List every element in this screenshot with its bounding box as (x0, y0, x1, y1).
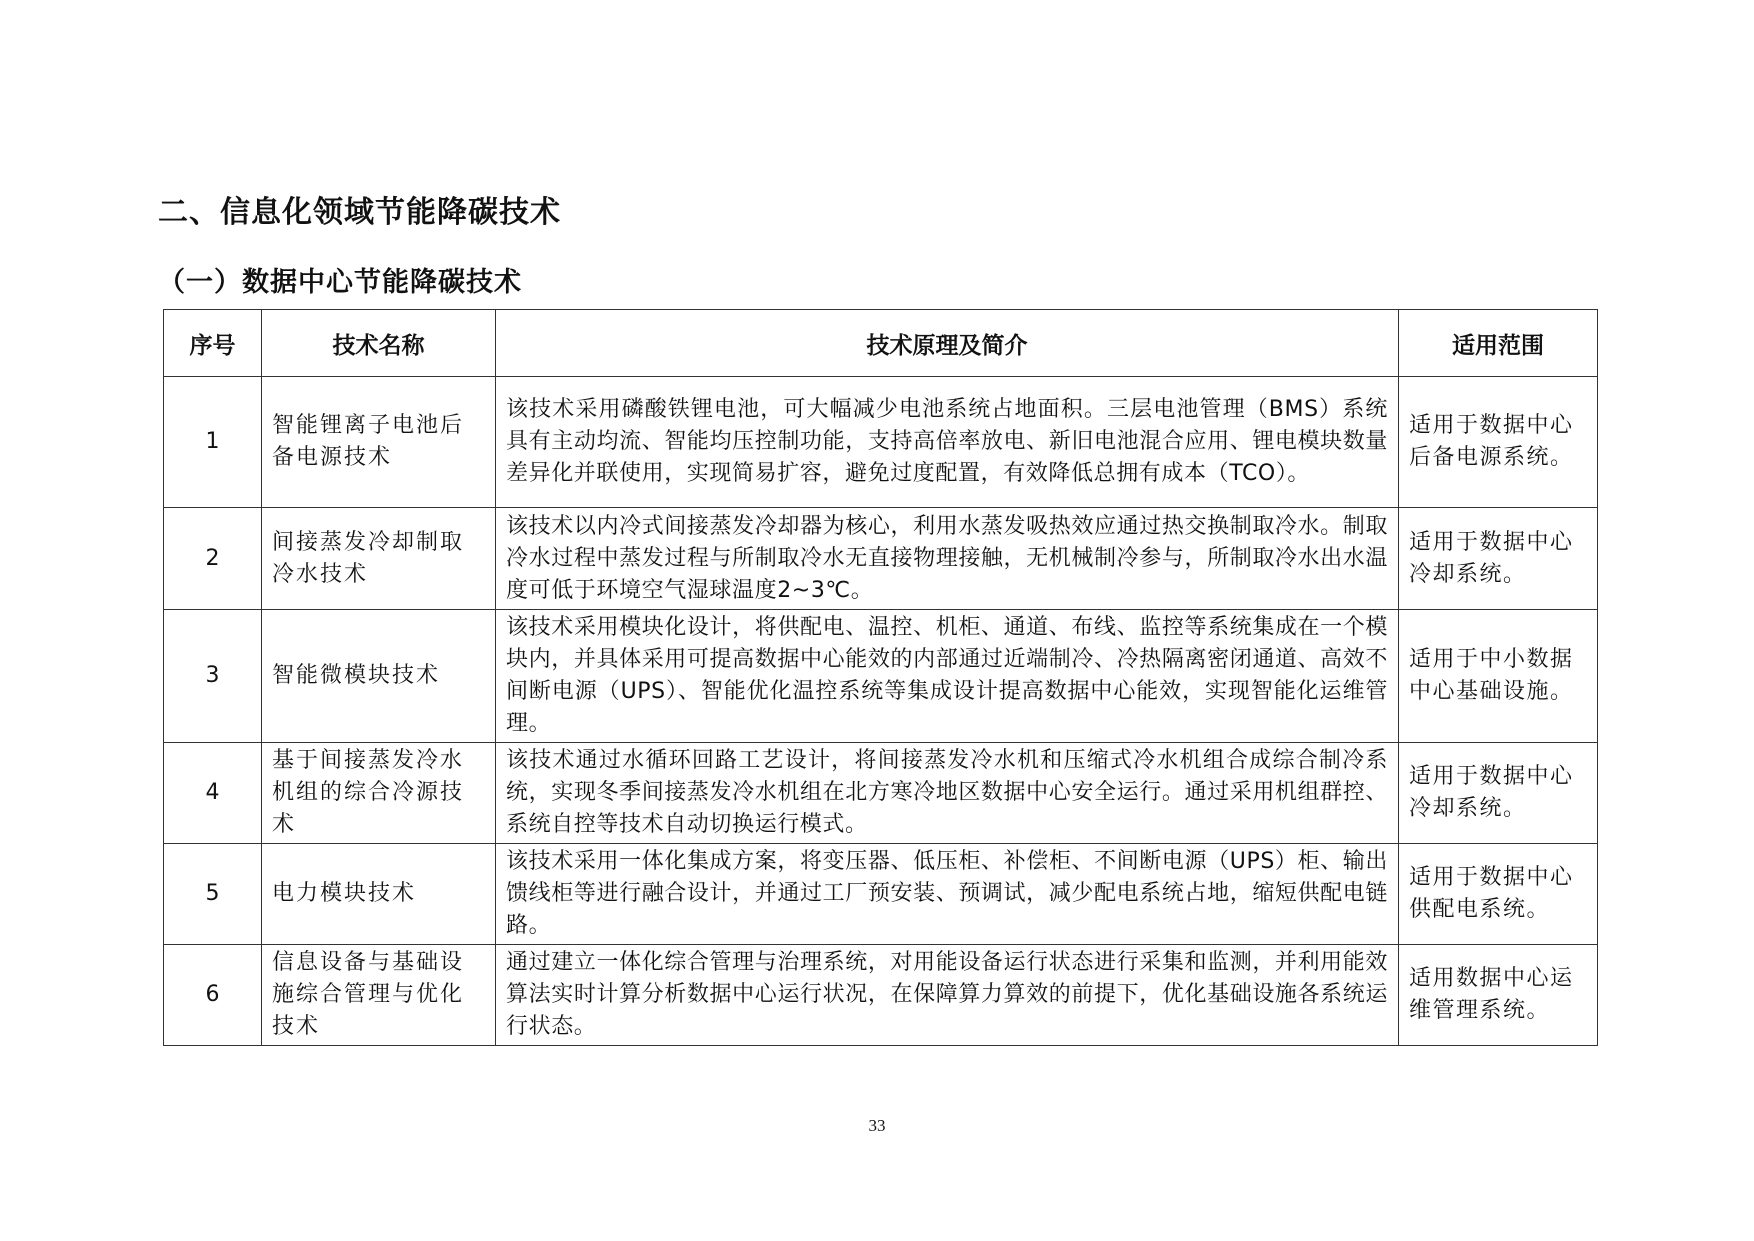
header-serial-number: 序号 (164, 310, 262, 377)
row-technology-name: 智能锂离子电池后备电源技术 (262, 377, 496, 508)
header-principle-description: 技术原理及简介 (496, 310, 1399, 377)
row-serial-number: 2 (164, 508, 262, 610)
row-technology-name: 基于间接蒸发冷水机组的综合冷源技术 (262, 743, 496, 844)
row-description: 该技术采用模块化设计，将供配电、温控、机柜、通道、布线、监控等系统集成在一个模块内，并具体采用可提高数据中心能效的内部通过近端制冷、冷热隔离密闭通道、高效不间断电源（UPS）、智能优化温控系统等集成设计提高数据中心能效，实现智能化运维管理。 (496, 610, 1399, 743)
page-number: 33 (868, 1116, 886, 1135)
row-description: 通过建立一体化综合管理与治理系统，对用能设备运行状态进行采集和监测，并利用能效算法实时计算分析数据中心运行状况，在保障算力算效的前提下，优化基础设施各系统运行状态。 (496, 945, 1399, 1046)
row-application-scope: 适用于数据中心后备电源系统。 (1399, 377, 1598, 508)
table-row (164, 508, 1598, 610)
section-title: 二、信息化领域节能降碳技术 (158, 195, 561, 230)
row-application-scope: 适用于数据中心供配电系统。 (1399, 844, 1598, 945)
row-application-scope: 适用于数据中心冷却系统。 (1399, 508, 1598, 610)
row-technology-name: 智能微模块技术 (262, 610, 496, 743)
row-serial-number: 6 (164, 945, 262, 1046)
row-description: 该技术采用磷酸铁锂电池，可大幅减少电池系统占地面积。三层电池管理（BMS）系统具有主动均流、智能均压控制功能，支持高倍率放电、新旧电池混合应用、锂电模块数量差异化并联使用，实现简易扩容，避免过度配置，有效降低总拥有成本（TCO）。 (496, 377, 1399, 508)
row-serial-number: 3 (164, 610, 262, 743)
table-row (164, 844, 1598, 945)
row-technology-name: 信息设备与基础设施综合管理与优化技术 (262, 945, 496, 1046)
row-technology-name: 电力模块技术 (262, 844, 496, 945)
row-application-scope: 适用于中小数据中心基础设施。 (1399, 610, 1598, 743)
row-serial-number: 5 (164, 844, 262, 945)
row-technology-name: 间接蒸发冷却制取冷水技术 (262, 508, 496, 610)
header-application-scope: 适用范围 (1399, 310, 1598, 377)
row-serial-number: 1 (164, 377, 262, 508)
row-description: 该技术采用一体化集成方案，将变压器、低压柜、补偿柜、不间断电源（UPS）柜、输出馈线柜等进行融合设计，并通过工厂预安装、预调试，减少配电系统占地，缩短供配电链路。 (496, 844, 1399, 945)
table-row (164, 945, 1598, 1046)
technology-table (163, 309, 1598, 1046)
row-description: 该技术通过水循环回路工艺设计，将间接蒸发冷水机和压缩式冷水机组合成综合制冷系统，实现冬季间接蒸发冷水机组在北方寒冷地区数据中心安全运行。通过采用机组群控、系统自控等技术自动切换运行模式。 (496, 743, 1399, 844)
row-description: 该技术以内冷式间接蒸发冷却器为核心，利用水蒸发吸热效应通过热交换制取冷水。制取冷水过程中蒸发过程与所制取冷水无直接物理接触，无机械制冷参与，所制取冷水出水温度可低于环境空气湿球温度2~3℃。 (496, 508, 1399, 610)
table-row (164, 743, 1598, 844)
table-header-row (164, 310, 1598, 377)
row-serial-number: 4 (164, 743, 262, 844)
header-technology-name: 技术名称 (262, 310, 496, 377)
row-application-scope: 适用于数据中心冷却系统。 (1399, 743, 1598, 844)
table-row (164, 377, 1598, 508)
row-application-scope: 适用数据中心运维管理系统。 (1399, 945, 1598, 1046)
subsection-title: （一）数据中心节能降碳技术 (158, 267, 522, 298)
table-row (164, 610, 1598, 743)
